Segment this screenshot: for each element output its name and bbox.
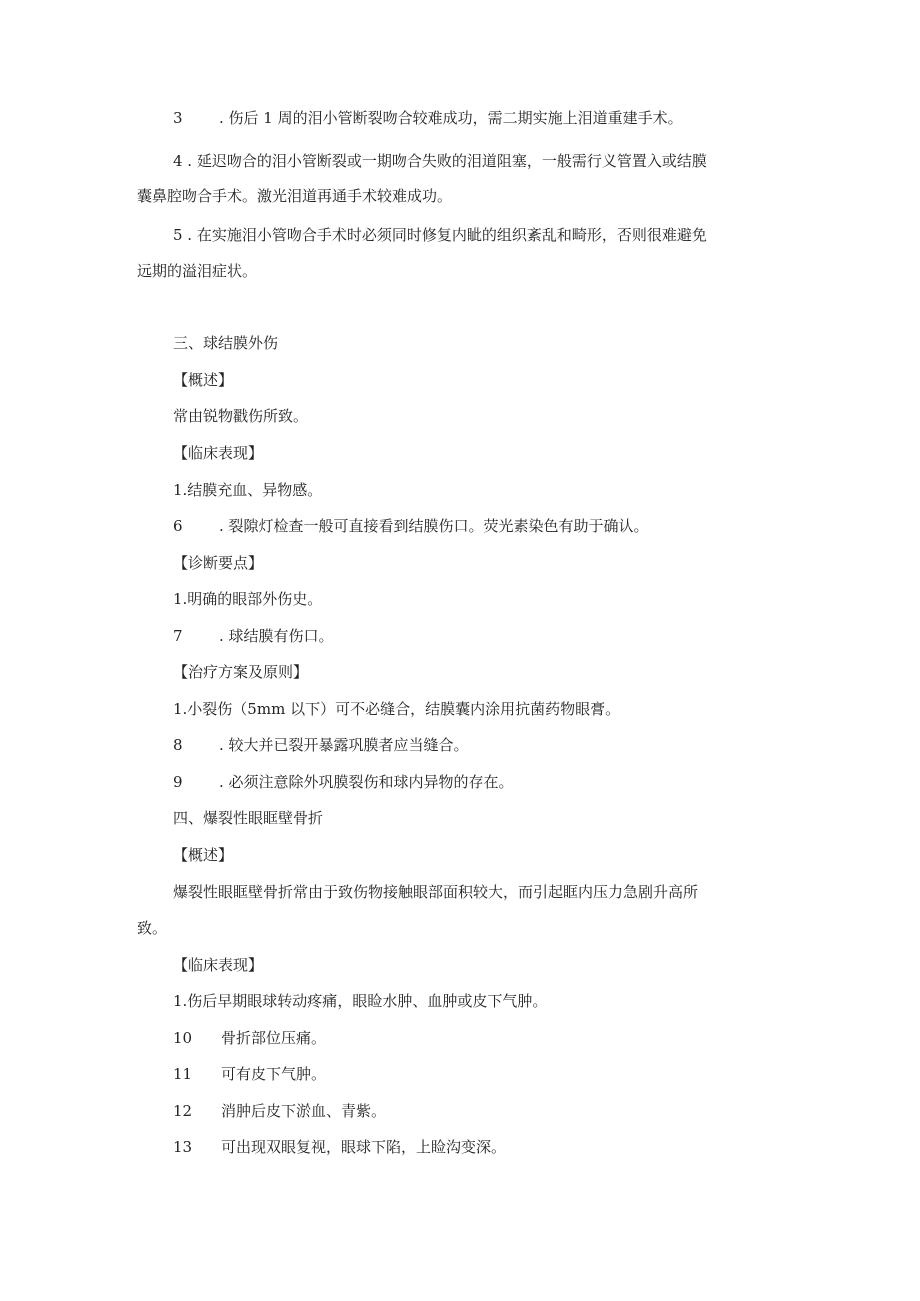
list-text: 可有皮下气肿。: [221, 1065, 327, 1083]
paragraph-line: 爆裂性眼眶壁骨折常由于致伤物接触眼部面积较大，而引起眶内压力急剧升高所: [173, 883, 699, 901]
list-number: 10: [173, 1029, 193, 1047]
list-item: [173, 516, 649, 536]
list-text: . 裂隙灯检查一般可直接看到结膜伤口。荧光素染色有助于确认。: [219, 517, 649, 535]
paragraph-line: 远期的溢泪症状。: [137, 262, 258, 280]
list-item: [173, 772, 514, 792]
list-item: [173, 1064, 326, 1084]
subsection-heading: 【临床表现】: [173, 956, 264, 974]
paragraph-line: 囊鼻腔吻合手术。激光泪道再通手术较难成功。: [137, 187, 453, 205]
paragraph-line: 5 . 在实施泪小管吻合手术时必须同时修复内眦的组织紊乱和畸形，否则很难避免: [173, 226, 707, 244]
list-text: 可出现双眼复视，眼球下陷，上睑沟变深。: [221, 1138, 507, 1156]
list-number: 12: [173, 1102, 193, 1120]
paragraph-line: 4 . 延迟吻合的泪小管断裂或一期吻合失败的泪道阻塞，一般需行义管置入或结膜: [173, 152, 707, 170]
list-item: 1.伤后早期眼球转动疼痛，眼睑水肿、血肿或皮下气肿。: [173, 992, 548, 1010]
list-text: . 较大并已裂开暴露巩膜者应当缝合。: [219, 736, 469, 754]
list-number: 3: [173, 109, 183, 127]
list-text: . 必须注意除外巩膜裂伤和球内异物的存在。: [219, 773, 514, 791]
subsection-heading: 【临床表现】: [173, 444, 264, 462]
list-number: 13: [173, 1138, 193, 1156]
list-item: [173, 626, 334, 646]
list-item: 1.小裂伤（5mm 以下）可不必缝合，结膜囊内涂用抗菌药物眼膏。: [173, 700, 621, 718]
list-item: 1.结膜充血、异物感。: [173, 481, 323, 499]
list-number: 9: [173, 773, 183, 791]
list-text: . 球结膜有伤口。: [219, 627, 334, 645]
subsection-heading: 【概述】: [173, 371, 234, 389]
list-item: [173, 1028, 326, 1048]
list-item: [173, 735, 469, 755]
subsection-heading: 【诊断要点】: [173, 554, 264, 572]
list-item: [173, 1137, 506, 1157]
list-text: 骨折部位压痛。: [221, 1029, 327, 1047]
list-number: 11: [173, 1065, 193, 1083]
list-item: 1.明确的眼部外伤史。: [173, 590, 323, 608]
list-number: 7: [173, 627, 183, 645]
paragraph-line: 致。: [137, 919, 168, 937]
subsection-heading: 【治疗方案及原则】: [173, 663, 309, 681]
subsection-heading: 【概述】: [173, 846, 234, 864]
list-text: 消肿后皮下淤血、青紫。: [221, 1102, 387, 1120]
list-item: [173, 108, 683, 128]
list-text: . 伤后 1 周的泪小管断裂吻合较难成功，需二期实施上泪道重建手术。: [219, 109, 683, 127]
list-number: 8: [173, 736, 183, 754]
list-item: [173, 1101, 386, 1121]
section-heading: 四、爆裂性眼眶壁骨折: [173, 809, 324, 827]
section-heading: 三、球结膜外伤: [173, 334, 279, 352]
list-number: 6: [173, 517, 183, 535]
paragraph-line: 常由锐物戳伤所致。: [173, 407, 309, 425]
